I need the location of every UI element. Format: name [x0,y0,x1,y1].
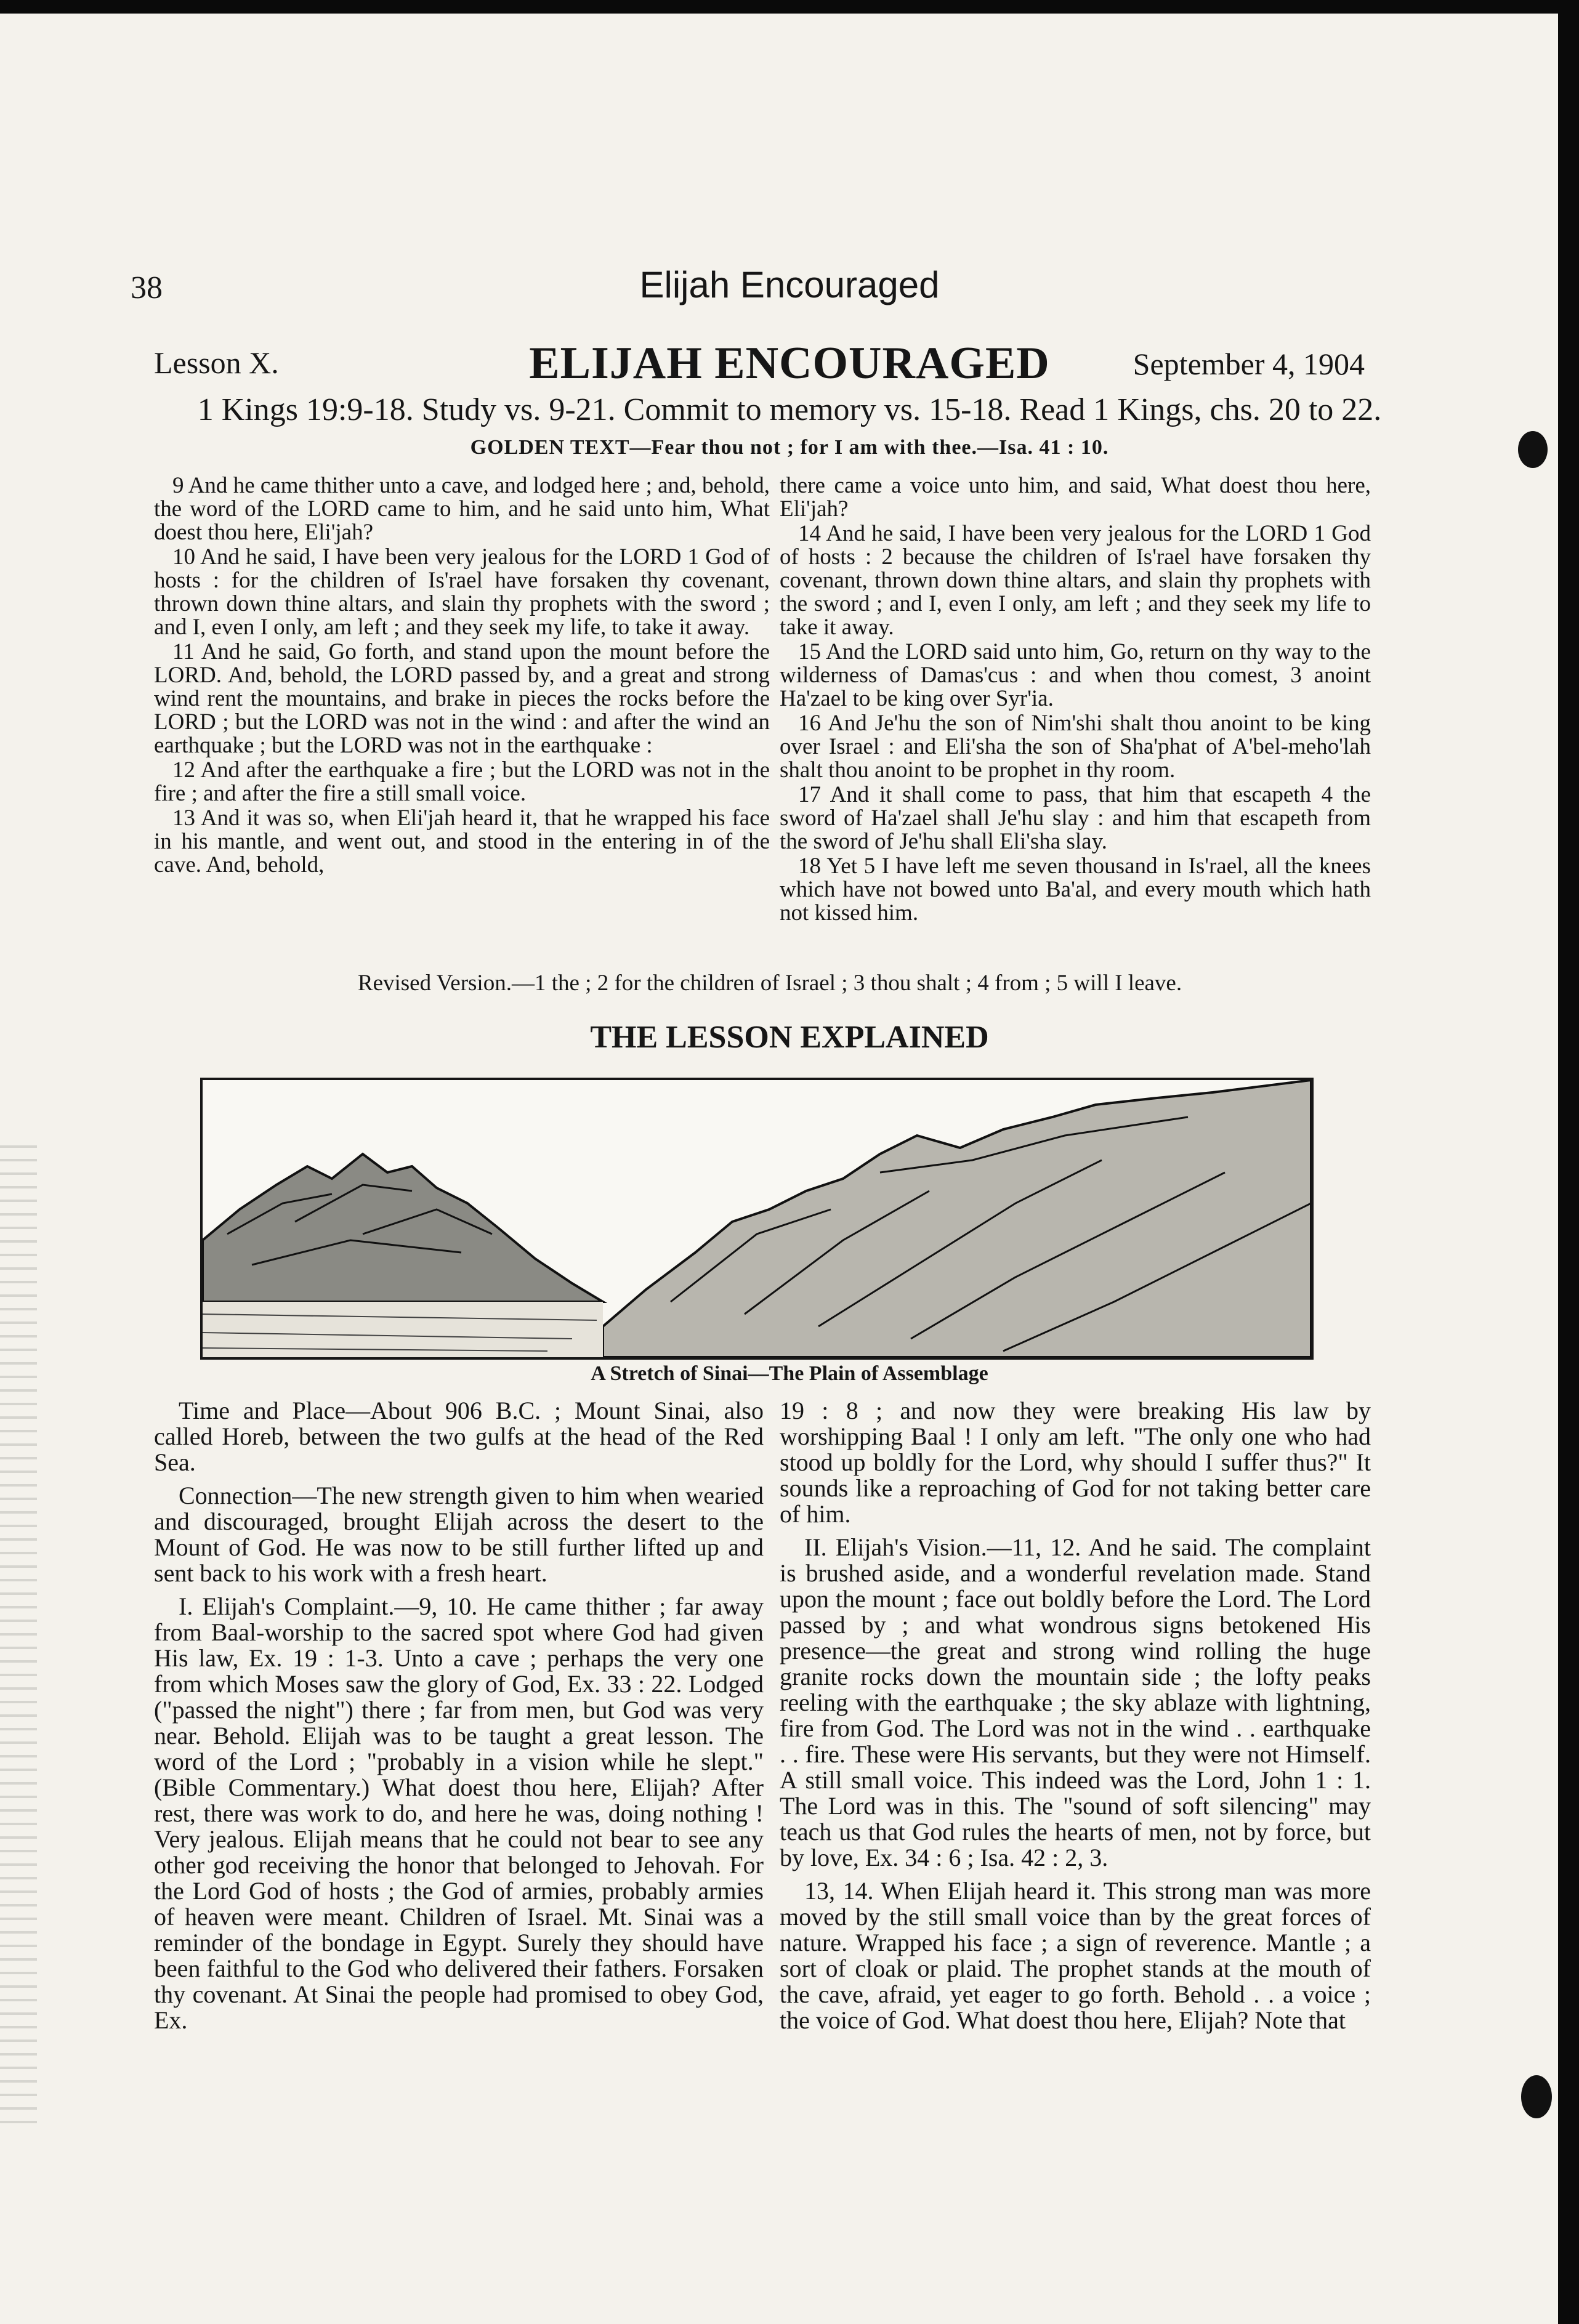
lesson-title: ELIJAH ENCOURAGED [529,338,1050,389]
left-mountains [203,1154,603,1302]
revised-version-note: Revised Version.—1 the ; 2 for the children of Israel ; 3 thou shalt ; 4 from ; 5 will I leave. [357,970,1182,996]
scan-border-top [0,0,1579,14]
verse-13: 13 And it was so, when Eli'jah heard it, that he wrapped his face in his mantle, and went out, and stood in the entering in of the cave. And, behold, [154,805,770,878]
illustration-caption: A Stretch of Sinai—The Plain of Assemblage [591,1362,988,1385]
scripture-reference: 1 Kings 19:9-18. Study vs. 9-21. Commit to memory vs. 15-18. Read 1 Kings, chs. 20 to 22. [197,392,1382,427]
section-1-complaint: I. Elijah's Complaint.—9, 10. He came thither ; far away from Baal-worship to the sacred spot where God had given His law, Ex. 19 : 1-3. Unto a cave ; perhaps the very one from which Moses saw the glory of God, Ex. 33 : 22. Lodged ("passed the night") there ; far from men, but God was very near. Behold. Elijah was to be taught a great lesson. The word of the Lord ; "probably in a vision while he slept." (Bible Commentary.) What doest thou here, Elijah? After rest, there was work to do, and here he was, doing nothing ! Very jealous. Elijah means that he could not bear to see any other god receiving the honor that belonged to Jehovah. For the Lord God of hosts ; the God of armies, probably armies of heaven were meant. Children of Israel. Mt. Sinai was a reminder of the bondage in Egypt. Surely they should have been faithful to the God who delivered their fathers. Forsaken thy covenant. At Sinai the people had promised to obey God, Ex. [154,1592,764,2034]
scan-noise-left [0,1145,37,2131]
sinai-illustration [200,1078,1314,1360]
time-and-place: Time and Place—About 906 B.C. ; Mount Sinai, also called Horeb, between the two gulfs at the head of the Red Sea. [154,1397,764,1476]
page-number: 38 [131,270,163,305]
verse-13-cont: there came a voice unto him, and said, What doest thou here, Eli'jah? [780,473,1371,522]
verse-18: 18 Yet 5 I have left me seven thousand in Is'rael, all the knees which have not bowed unto Ba'al, and every mouth which hath not kissed him. [780,853,1371,926]
commentary-right-column [780,1398,1371,2041]
verse-12: 12 And after the earthquake a fire ; but the LORD was not in the fire ; and after the fire a still small voice. [154,757,770,806]
running-head: Elijah Encouraged [639,264,940,305]
verse-9: 9 And he came thither unto a cave, and lodged here ; and, behold, the word of the LORD came to him, and he said unto him, What doest thou here, Eli'jah? [154,473,770,545]
section-13-14: 13, 14. When Elijah heard it. This strong man was more moved by the still small voice than by the great forces of nature. Wrapped his face ; a sign of reverence. Mantle ; a sort of cloak or plaid. The prophet stands at the mouth of the cave, afraid, yet eager to go forth. Behold . . a voice ; the voice of God. What doest thou here, Elijah? Note that [780,1877,1371,2034]
verse-14: 14 And he said, I have been very jealous for the LORD 1 God of hosts : 2 because the children of Is'rael have forsaken thy covenant, thrown down thine altars, and slain thy prophets with the sword ; and I, even I only, am left ; and they seek my life to take it away. [780,521,1371,640]
lesson-number: Lesson X. [154,345,279,380]
section-1-continued: 19 : 8 ; and now they were breaking His law by worshipping Baal ! I only am left. "The only one who had stood up boldly for the Lord, why should I suffer thus?" It sounds like a reproaching of God for not taking better care of him. [780,1397,1371,1528]
right-mountains [603,1080,1311,1357]
verse-15: 15 And the LORD said unto him, Go, return on thy way to the wilderness of Damas'cus : and when thou comest, 3 anoint Ha'zael to be king over Syr'ia. [780,639,1371,711]
verse-11: 11 And he said, Go forth, and stand upon the mount before the LORD. And, behold, the LORD passed by, and a great and strong wind rent the mountains, and brake in pieces the rocks before the LORD ; but the LORD was not in the wind : and after the wind an earthquake ; but the LORD was not in the earthquake : [154,639,770,758]
section-2-vision: II. Elijah's Vision.—11, 12. And he said. The complaint is brushed aside, and a wonderful revelation made. Stand upon the mount ; face out boldly before the Lord. The Lord passed by ; and what wondrous signs betokened His presence—the great and strong wind rolling the huge granite rocks down the mountain side ; the lofty peaks reeling with the earthquake ; the sky ablaze with lightning, fire from God. The Lord was not in the wind . . earthquake . . fire. These were His servants, but they were not Himself. A still small voice. This indeed was the Lord, John 1 : 1. The Lord was in this. The "sound of soft silencing" may teach us that God rules the hearts of men, not by force, but by love, Ex. 34 : 6 ; Isa. 42 : 2, 3. [780,1533,1371,1871]
connection: Connection—The new strength given to him when wearied and discouraged, brought Elijah across the desert to the Mount of God. He was now to be still further lifted up and sent back to his work with a fresh heart. [154,1482,764,1587]
verse-17: 17 And it shall come to pass, that him that escapeth 4 the sword of Ha'zael shall Je'hu slay : and him that escapeth from the sword of Je'hu shall Eli'sha slay. [780,782,1371,854]
golden-text: GOLDEN TEXT—Fear thou not ; for I am with thee.—Isa. 41 : 10. [470,436,1109,459]
scripture-right-column [780,474,1371,926]
scripture-left-column [154,474,770,878]
verse-10: 10 And he said, I have been very jealous for the LORD 1 God of hosts : for the children of Is'rael have forsaken thy covenant, thrown down thine altars, and slain thy prophets with the sword ; and I, even I only, am left ; and they seek my life, to take it away. [154,544,770,640]
commentary-left-column [154,1398,764,2041]
section-title-lesson-explained: THE LESSON EXPLAINED [590,1020,989,1055]
lesson-date: September 4, 1904 [1133,347,1365,381]
verse-16: 16 And Je'hu the son of Nim'shi shalt thou anoint to be king over Israel : and Eli'sha the son of Sha'phat of A'bel-meho'lah shalt thou anoint to be prophet in thy room. [780,711,1371,783]
punch-hole-lower [1521,2075,1552,2118]
